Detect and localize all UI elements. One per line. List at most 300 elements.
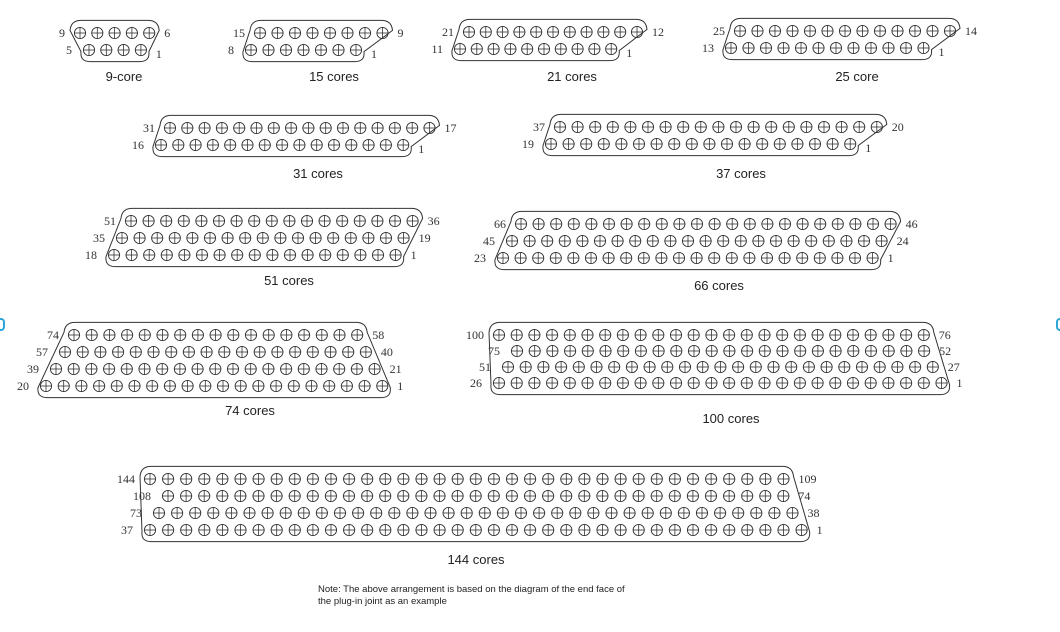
pin [216,122,227,133]
pin [847,329,858,340]
pin [585,252,596,263]
pin [603,218,614,229]
pin-label-right: 9 [397,26,404,40]
pin [201,346,212,357]
pin [600,329,611,340]
pin [874,25,885,36]
pin [334,329,345,340]
pin [673,252,684,263]
pin [315,44,326,55]
pin [814,252,825,263]
pin [506,524,517,535]
pin [353,507,364,518]
pin [743,42,754,53]
pin [919,345,930,356]
pin [812,329,823,340]
pin [691,252,702,263]
pin [169,232,180,243]
pin [94,380,105,391]
pin [524,235,535,246]
pin [529,345,540,356]
pin [854,121,865,132]
connector-caption: 9-core [105,69,143,84]
pin [669,524,680,535]
pin [543,490,554,501]
pin [288,380,299,391]
pin [380,524,391,535]
pin [139,329,150,340]
pin [173,139,184,150]
pin [302,249,313,260]
pin [547,329,558,340]
pin [615,524,626,535]
pin-label-right: 1 [155,47,162,61]
pin [398,524,409,535]
pin [568,218,579,229]
pin [369,363,380,374]
pin [337,215,348,226]
pin [320,249,331,260]
pin-label-left: 31 [143,121,155,135]
pin [529,329,540,340]
pin-label-right: 76 [938,328,951,342]
pin [876,235,887,246]
connector-caption: 74 cores [225,403,275,418]
pin [813,42,824,53]
pin [760,473,771,484]
pin [182,122,193,133]
pin [631,26,642,37]
pin-label-left: 75 [488,344,500,358]
pin [858,235,869,246]
pin [581,138,592,149]
pin [874,361,885,372]
pin [665,235,676,246]
pin [700,235,711,246]
connector-caption: 66 cores [694,278,744,293]
pin [696,507,707,518]
pin [267,249,278,260]
pin [222,232,233,243]
pin [235,524,246,535]
pin [564,26,575,37]
pin [307,524,318,535]
pin [750,361,761,372]
pin [762,218,773,229]
pin [554,121,565,132]
pin [389,215,400,226]
pin [531,26,542,37]
pin [121,363,132,374]
pin [849,252,860,263]
pin [334,507,345,518]
pin [865,377,876,388]
pin [316,329,327,340]
pin [235,380,246,391]
pin [845,138,856,149]
pin [452,473,463,484]
pin-label-right: 109 [798,472,817,486]
pin [769,25,780,36]
pin [626,361,637,372]
pin [488,524,499,535]
pin [343,346,354,357]
pin [742,490,753,501]
pin [86,329,97,340]
pin [307,346,318,357]
pin [174,363,185,374]
pin [642,121,653,132]
pin [316,507,327,518]
pin [488,490,499,501]
pin [836,121,847,132]
pin [815,218,826,229]
pin [109,27,120,38]
pin [505,43,516,54]
pin [726,252,737,263]
pin [724,377,735,388]
pin [744,218,755,229]
pin [598,26,609,37]
pin [615,473,626,484]
pin [621,218,632,229]
pin-label-right: 36 [427,214,440,228]
pin [345,232,356,243]
pin [148,346,159,357]
pin [488,473,499,484]
pin [319,215,330,226]
pin [821,361,832,372]
pin [520,361,531,372]
pin [380,139,391,150]
pin [390,249,401,260]
pin-label-left: 16 [132,138,144,152]
pin-label-right: 1 [865,141,872,155]
pin [748,121,759,132]
pin [741,329,752,340]
pin [111,380,122,391]
pin [688,345,699,356]
pin-label-left: 9 [59,26,65,40]
pin [104,329,115,340]
pin-label-left: 21 [442,25,454,39]
pin [770,235,781,246]
pin [830,377,841,388]
pin [725,42,736,53]
pin [515,252,526,263]
pin [883,345,894,356]
pin [715,507,726,518]
pin [307,490,318,501]
pin [192,363,203,374]
pin [760,490,771,501]
pin [424,122,435,133]
pin [249,215,260,226]
pin-label-left: 45 [483,234,495,248]
pin [618,345,629,356]
pin [234,122,245,133]
pin [804,25,815,36]
connector-shell [452,19,647,60]
pin [147,380,158,391]
pin [724,490,735,501]
pin [380,473,391,484]
pin [434,473,445,484]
pin [235,473,246,484]
pin [769,507,780,518]
pin [226,507,237,518]
pin [306,380,317,391]
pin-label-right: 1 [956,376,963,390]
pin [452,524,463,535]
pin [506,473,517,484]
pin [706,329,717,340]
pin [564,329,575,340]
pin [857,25,868,36]
pin-label-right: 1 [397,379,404,393]
connector-caption: 31 cores [293,166,343,181]
pin [794,377,805,388]
pin [779,218,790,229]
pin [268,122,279,133]
pin [612,235,623,246]
pin [334,363,345,374]
pin [823,235,834,246]
pin [324,380,335,391]
pin [597,490,608,501]
pin [470,524,481,535]
pin [77,346,88,357]
pin [918,377,929,388]
pin [944,25,955,36]
pin [577,235,588,246]
connector-c9 [59,20,170,84]
pin [178,215,189,226]
pin [579,473,590,484]
pin [377,27,388,38]
connector-shell [70,20,159,61]
pin-label-right: 46 [905,217,918,231]
pin [697,361,708,372]
pin [706,524,717,535]
connector-caption: 21 cores [547,69,597,84]
pin [235,490,246,501]
pin [735,235,746,246]
pin [551,218,562,229]
pin [280,507,291,518]
pin [493,377,504,388]
pin-label-right: 19 [418,231,431,245]
connector-caption: 51 cores [264,273,314,288]
pin [594,235,605,246]
pin [534,507,545,518]
pin [724,473,735,484]
pin [325,346,336,357]
pin-label-right: 52 [939,344,952,358]
pin [104,363,115,374]
pin-label-right: 14 [965,24,977,38]
connector-c51 [85,208,440,288]
pin [497,252,508,263]
pin [598,138,609,149]
pin [809,138,820,149]
pin [588,507,599,518]
pin [362,473,373,484]
pin [830,345,841,356]
pin-label-left: 57 [36,345,48,359]
pin [328,139,339,150]
pin [289,524,300,535]
pin [633,490,644,501]
pin [351,363,362,374]
pin [786,361,797,372]
pin [830,42,841,53]
pin [615,490,626,501]
pin [228,329,239,340]
pin [552,507,563,518]
pin [511,329,522,340]
pin [573,361,584,372]
connector-c74 [17,322,403,418]
pin [470,473,481,484]
pin [372,249,383,260]
pin [909,25,920,36]
pin [325,490,336,501]
pin [122,329,133,340]
pin [687,524,698,535]
pin [163,473,174,484]
pin-label-right: 27 [947,360,960,374]
pin [892,361,903,372]
pin [76,380,87,391]
pin [126,27,137,38]
pin [651,138,662,149]
pin-label-left: 39 [27,362,39,376]
pin [272,346,283,357]
pin [324,27,335,38]
pin [759,345,770,356]
pin-label-right: 1 [938,45,945,59]
pin [175,329,186,340]
pin [570,507,581,518]
pin-label-right: 17 [444,121,457,135]
footnote-line-1: Note: The above arrangement is based on the diagram of the end face of [318,584,625,595]
pin [284,249,295,260]
pin [918,329,929,340]
pin [337,122,348,133]
pin [688,377,699,388]
pin [660,507,671,518]
pin [359,380,370,391]
pin [271,380,282,391]
pin [669,138,680,149]
pin [678,121,689,132]
pin [380,490,391,501]
pin [139,363,150,374]
pin [407,122,418,133]
pin [543,524,554,535]
pin [555,43,566,54]
pin [589,43,600,54]
pin [166,346,177,357]
pin [372,122,383,133]
pin [542,235,553,246]
pin [801,121,812,132]
pin [867,252,878,263]
pin [742,345,753,356]
pin [380,232,391,243]
pin [709,218,720,229]
pin [788,235,799,246]
pin [759,329,770,340]
pin [674,218,685,229]
pin [797,218,808,229]
pin [741,377,752,388]
pin [759,377,770,388]
pin [522,43,533,54]
pin [561,490,572,501]
pin [162,490,173,501]
pin [564,377,575,388]
pin [778,524,789,535]
pin [742,524,753,535]
pin [724,329,735,340]
edge-marker-right [1056,318,1060,331]
pin-label-left: 35 [93,231,105,245]
pin-label-left: 51 [104,214,116,228]
pin [653,377,664,388]
pin [586,218,597,229]
pin [783,121,794,132]
pin [434,490,445,501]
pin [144,473,155,484]
pin [742,473,753,484]
pin [280,44,291,55]
pin [254,346,265,357]
pin [254,27,265,38]
pin [687,490,698,501]
pin [515,218,526,229]
pin [803,361,814,372]
pin [556,361,567,372]
pin [651,524,662,535]
pin [470,490,481,501]
pin [865,42,876,53]
pin [225,139,236,150]
edge-marker-left [0,318,5,331]
pin [695,121,706,132]
pin [320,122,331,133]
pin [266,215,277,226]
pin [787,25,798,36]
pin [644,361,655,372]
pin [768,361,779,372]
pin [284,215,295,226]
pin [253,473,264,484]
pin [164,380,175,391]
pin [865,329,876,340]
pin [550,252,561,263]
pin [157,363,168,374]
pin [116,232,127,243]
pin [181,473,192,484]
pin [163,524,174,535]
pin [547,377,558,388]
pin [294,139,305,150]
pin [217,490,228,501]
pin [245,44,256,55]
pin [182,380,193,391]
